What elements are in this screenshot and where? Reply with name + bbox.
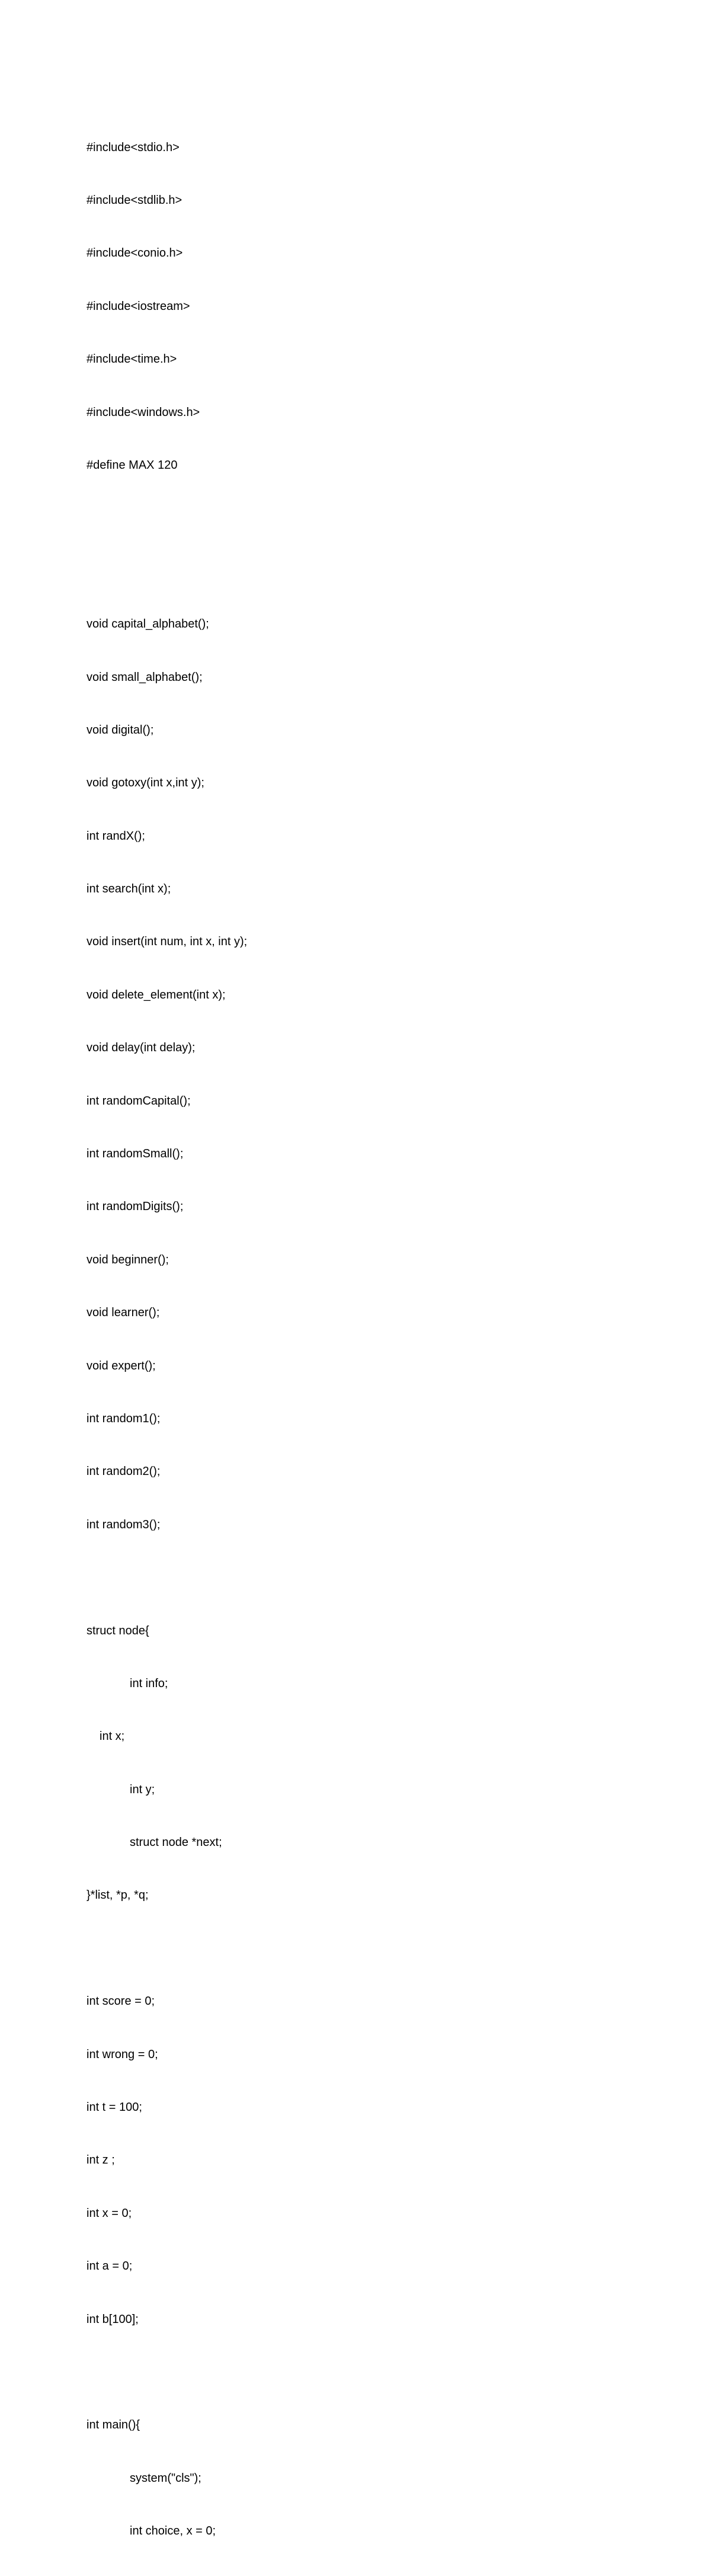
code-line: int x = 0; (87, 2206, 132, 2220)
code-line: #define MAX 120 (87, 458, 178, 472)
code-line: int b[100]; (87, 2312, 139, 2326)
code-line: int random2(); (87, 1465, 161, 1479)
code-line: void beginner(); (87, 1253, 169, 1266)
code-line: struct node{ (87, 1624, 149, 1637)
code-line: system("cls"); (130, 2471, 201, 2485)
code-line: }*list, *p, *q; (87, 1889, 149, 1902)
code-line: void delete_element(int x); (87, 988, 226, 1001)
code-line: int score = 0; (87, 1995, 155, 2008)
code-listing (87, 104, 679, 2576)
blank-line (87, 510, 679, 527)
code-line: void small_alphabet(); (87, 670, 203, 684)
code-line: int t = 100; (87, 2101, 142, 2114)
code-line: int random3(); (87, 1518, 161, 1531)
code-line: int main(){ (87, 2418, 140, 2432)
code-line: struct node *next; (130, 1836, 222, 1849)
blank-line (87, 563, 679, 581)
code-line: int randX(); (87, 829, 145, 843)
code-line: int random1(); (87, 1412, 161, 1425)
code-line: #include<stdio.h> (87, 140, 180, 154)
code-line: #include<conio.h> (87, 247, 183, 260)
code-line: int randomCapital(); (87, 1094, 191, 1108)
code-line: #include<windows.h> (87, 405, 200, 419)
code-line: void capital_alphabet(); (87, 617, 209, 631)
code-line: void gotoxy(int x,int y); (87, 776, 204, 790)
code-line: void delay(int delay); (87, 1041, 196, 1055)
code-line: int x; (100, 1730, 125, 1743)
code-line: void expert(); (87, 1359, 156, 1372)
blank-line (87, 1940, 679, 1958)
code-line: int wrong = 0; (87, 2047, 158, 2061)
code-line: int search(int x); (87, 882, 171, 896)
blank-line (87, 2364, 679, 2382)
code-line: #include<iostream> (87, 299, 190, 313)
blank-line (87, 1569, 679, 1587)
code-line: #include<stdlib.h> (87, 193, 182, 207)
code-line: int choice, x = 0; (130, 2524, 216, 2538)
code-line: int randomDigits(); (87, 1200, 184, 1214)
code-line: void insert(int num, int x, int y); (87, 935, 248, 949)
code-line: void learner(); (87, 1306, 160, 1320)
code-line: #include<time.h> (87, 353, 177, 366)
code-line: int info; (130, 1676, 168, 1690)
code-line: int y; (130, 1783, 155, 1796)
code-line: int a = 0; (87, 2260, 133, 2273)
code-line: int z ; (87, 2153, 115, 2167)
code-line: void digital(); (87, 723, 154, 737)
code-line: int randomSmall(); (87, 1147, 184, 1161)
